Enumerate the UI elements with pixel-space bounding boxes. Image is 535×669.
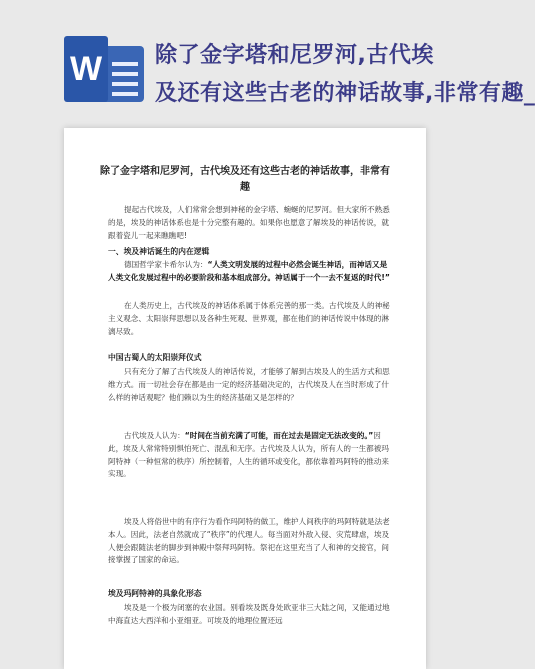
body-paragraph-4: 埃及人将俗世中的有序行为看作玛阿特的做工，维护人间秩序的玛阿特就是法老本人。因此，法老自然就成了“秩序”的代理人。每当面对外敌入侵、灾荒肆虐，埃及人便会跟随法老的脚步到神殿中祭拜玛阿特。祭祀在这里充当了人和神的交接官，间接掌握了国家的命运。 xyxy=(108,517,390,565)
subheading-1: 中国古蜀人的太阳崇拜仪式 xyxy=(108,353,202,362)
word-icon-letter: W xyxy=(64,36,108,102)
p4-quote: “时间在当前充满了可能，而在过去是固定无法改变的。” xyxy=(184,431,374,440)
quote-paragraph xyxy=(108,259,390,285)
intro-paragraph: 提起古代埃及，人们常常会想到神秘的金字塔、蜿蜒的尼罗河。但大家所不熟悉的是，埃及的神话体系也是十分完整有趣的。如果你也愿意了解埃及的神话传说，就跟着瓷儿一起来瞧瞧吧! xyxy=(108,205,390,240)
p4-lead: 古代埃及人认为： xyxy=(124,431,185,440)
header-title-line-1: 除了金字塔和尼罗河,古代埃 xyxy=(155,43,434,68)
body-paragraph-1: 在人类历史上，古代埃及的神话体系属于体系完善的那一类。古代埃及人的神秘主义观念、太阳崇拜思想以及各种生死观、世界观，都在他们的神话传说中体现的淋漓尽致。 xyxy=(108,301,390,336)
quote-lead: 德国哲学家卡希尔认为： xyxy=(124,260,208,269)
header-title-line-2: 及还有这些古老的神话故事,非常有趣_ xyxy=(155,81,535,106)
subheading-2: 埃及玛阿特神的具象化形态 xyxy=(108,589,202,598)
document-title: 除了金字塔和尼罗河，古代埃及还有这些古老的神话故事，非常有趣 xyxy=(100,166,390,193)
document-page xyxy=(64,128,426,669)
body-paragraph-5: 埃及是一个极为闭塞的农业国。别看埃及既身处欧亚非三大陆之间，又能通过地中海直达大西洋和小亚细亚。可埃及的地理位置还远 xyxy=(108,603,390,625)
section-heading: 一、埃及神话诞生的内在逻辑 xyxy=(108,247,210,256)
p4-rest: 因此，埃及人常常特别惧怕死亡、混乱和无序。古代埃及人认为，所有人的一生都被玛阿特神（一种恒常的秩序）所控制着，人生的循环或变化，都依靠着玛阿特的推动来实现。 xyxy=(108,431,389,479)
body-paragraph-3 xyxy=(108,430,390,481)
body-paragraph-2: 只有充分了解了古代埃及人的神话传说，才能够了解到古埃及人的生活方式和思维方式。而一切社会存在都是由一定的经济基础决定的，古代埃及人在当时形成了什么样的神话观呢？他们赖以为生的经济基础又是怎样的？ xyxy=(108,367,390,402)
quote-text: “人类文明发展的过程中必然会诞生神话，而神话又是人类文化发展过程中的必要阶段和基本组成部分。神话属于一个一去不复返的时代!” xyxy=(108,260,390,282)
preview-header xyxy=(0,0,535,140)
word-document-icon xyxy=(64,36,144,106)
